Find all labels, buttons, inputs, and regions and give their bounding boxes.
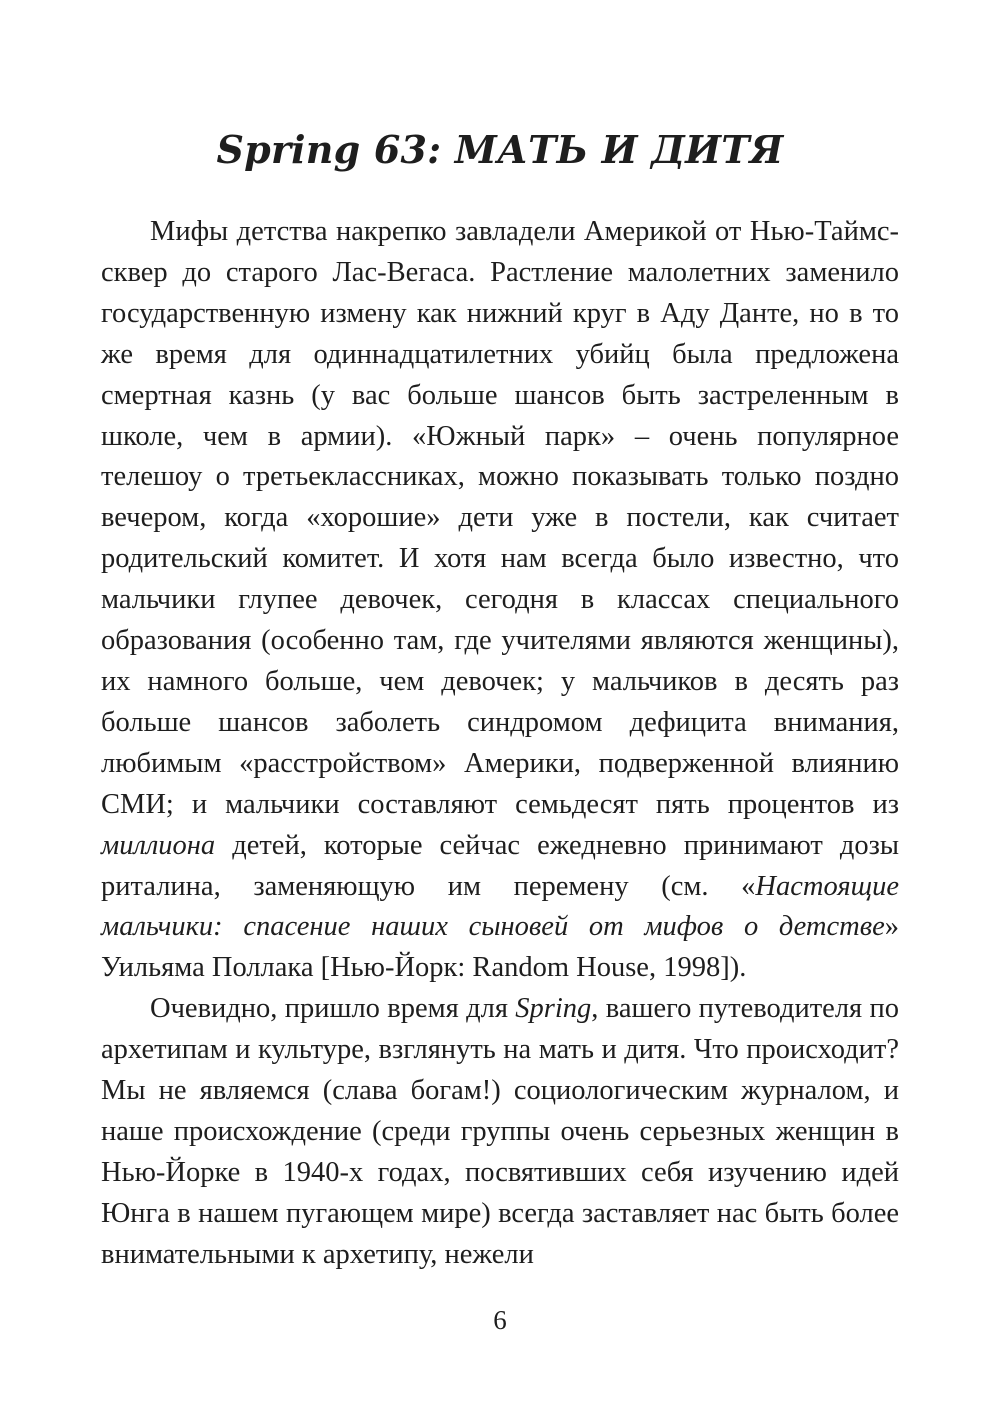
- paragraph-2: [101, 989, 899, 1275]
- paragraph-1-run-1: Мифы детства накрепко завладели Америкой от Нью-Таймс-сквер до старого Лас-Вегаса. Растление малолетних заменило государственную измену как нижний круг в Аду Данте, но в то же время для одиннадцатилетних убийц была предложена смертная казнь (у вас больше шансов быть застреленным в школе, чем в армии). «Южный парк» – очень популярное телешоу о третьеклассниках, можно показывать только поздно вечером, когда «хорошие» дети уже в постели, как считает родительский комитет. И хотя нам всегда было известно, что мальчики глупее девочек, сегодня в классах специального образования (особенно там, где учителями являются женщины), их намного больше, чем девочек; у мальчиков в десять раз больше шансов заболеть синдромом дефицита внимания, любимым «расстройством» Америки, подверженной влиянию СМИ; и мальчики составляют семьдесят пять процентов из: [101, 216, 899, 820]
- paragraph-1-run-4-italic-book-title: Настоящие мальчики: спасение наших сыновей от мифов о детстве: [101, 870, 899, 943]
- body-text: [101, 212, 899, 1276]
- paragraph-1-run-3: детей, которые сейчас ежедневно принимают дозы риталина, заменяющую им перемену (см. «: [101, 829, 899, 902]
- paragraph-1-run-2-italic: миллиона: [101, 829, 216, 861]
- paragraph-2-run-3: , вашего путеводителя по архетипам и культуре, взглянуть на мать и дитя. Что происходит? Мы не являемся (слава богам!) социологическим журналом, и наше происхождение (среди группы очень серьезных женщин в Нью-Йорке в 1940-х годах, посвятивших себя изучению идей Юнга в нашем пугающем мире) всегда заставляет нас быть более внимательными к архетипу, нежели: [101, 993, 899, 1270]
- paragraph-2-run-1: Очевидно, пришло время для: [150, 993, 516, 1025]
- chapter-title: Spring 63: МАТЬ И ДИТЯ: [216, 127, 784, 172]
- paragraph-1: [101, 212, 899, 989]
- paragraph-2-run-2-italic: Spring: [515, 993, 592, 1025]
- page-number: 6: [493, 1305, 507, 1335]
- paragraph-1-run-5: » Уильяма Поллака [Нью-Йорк: Random House, 1998]).: [101, 911, 899, 984]
